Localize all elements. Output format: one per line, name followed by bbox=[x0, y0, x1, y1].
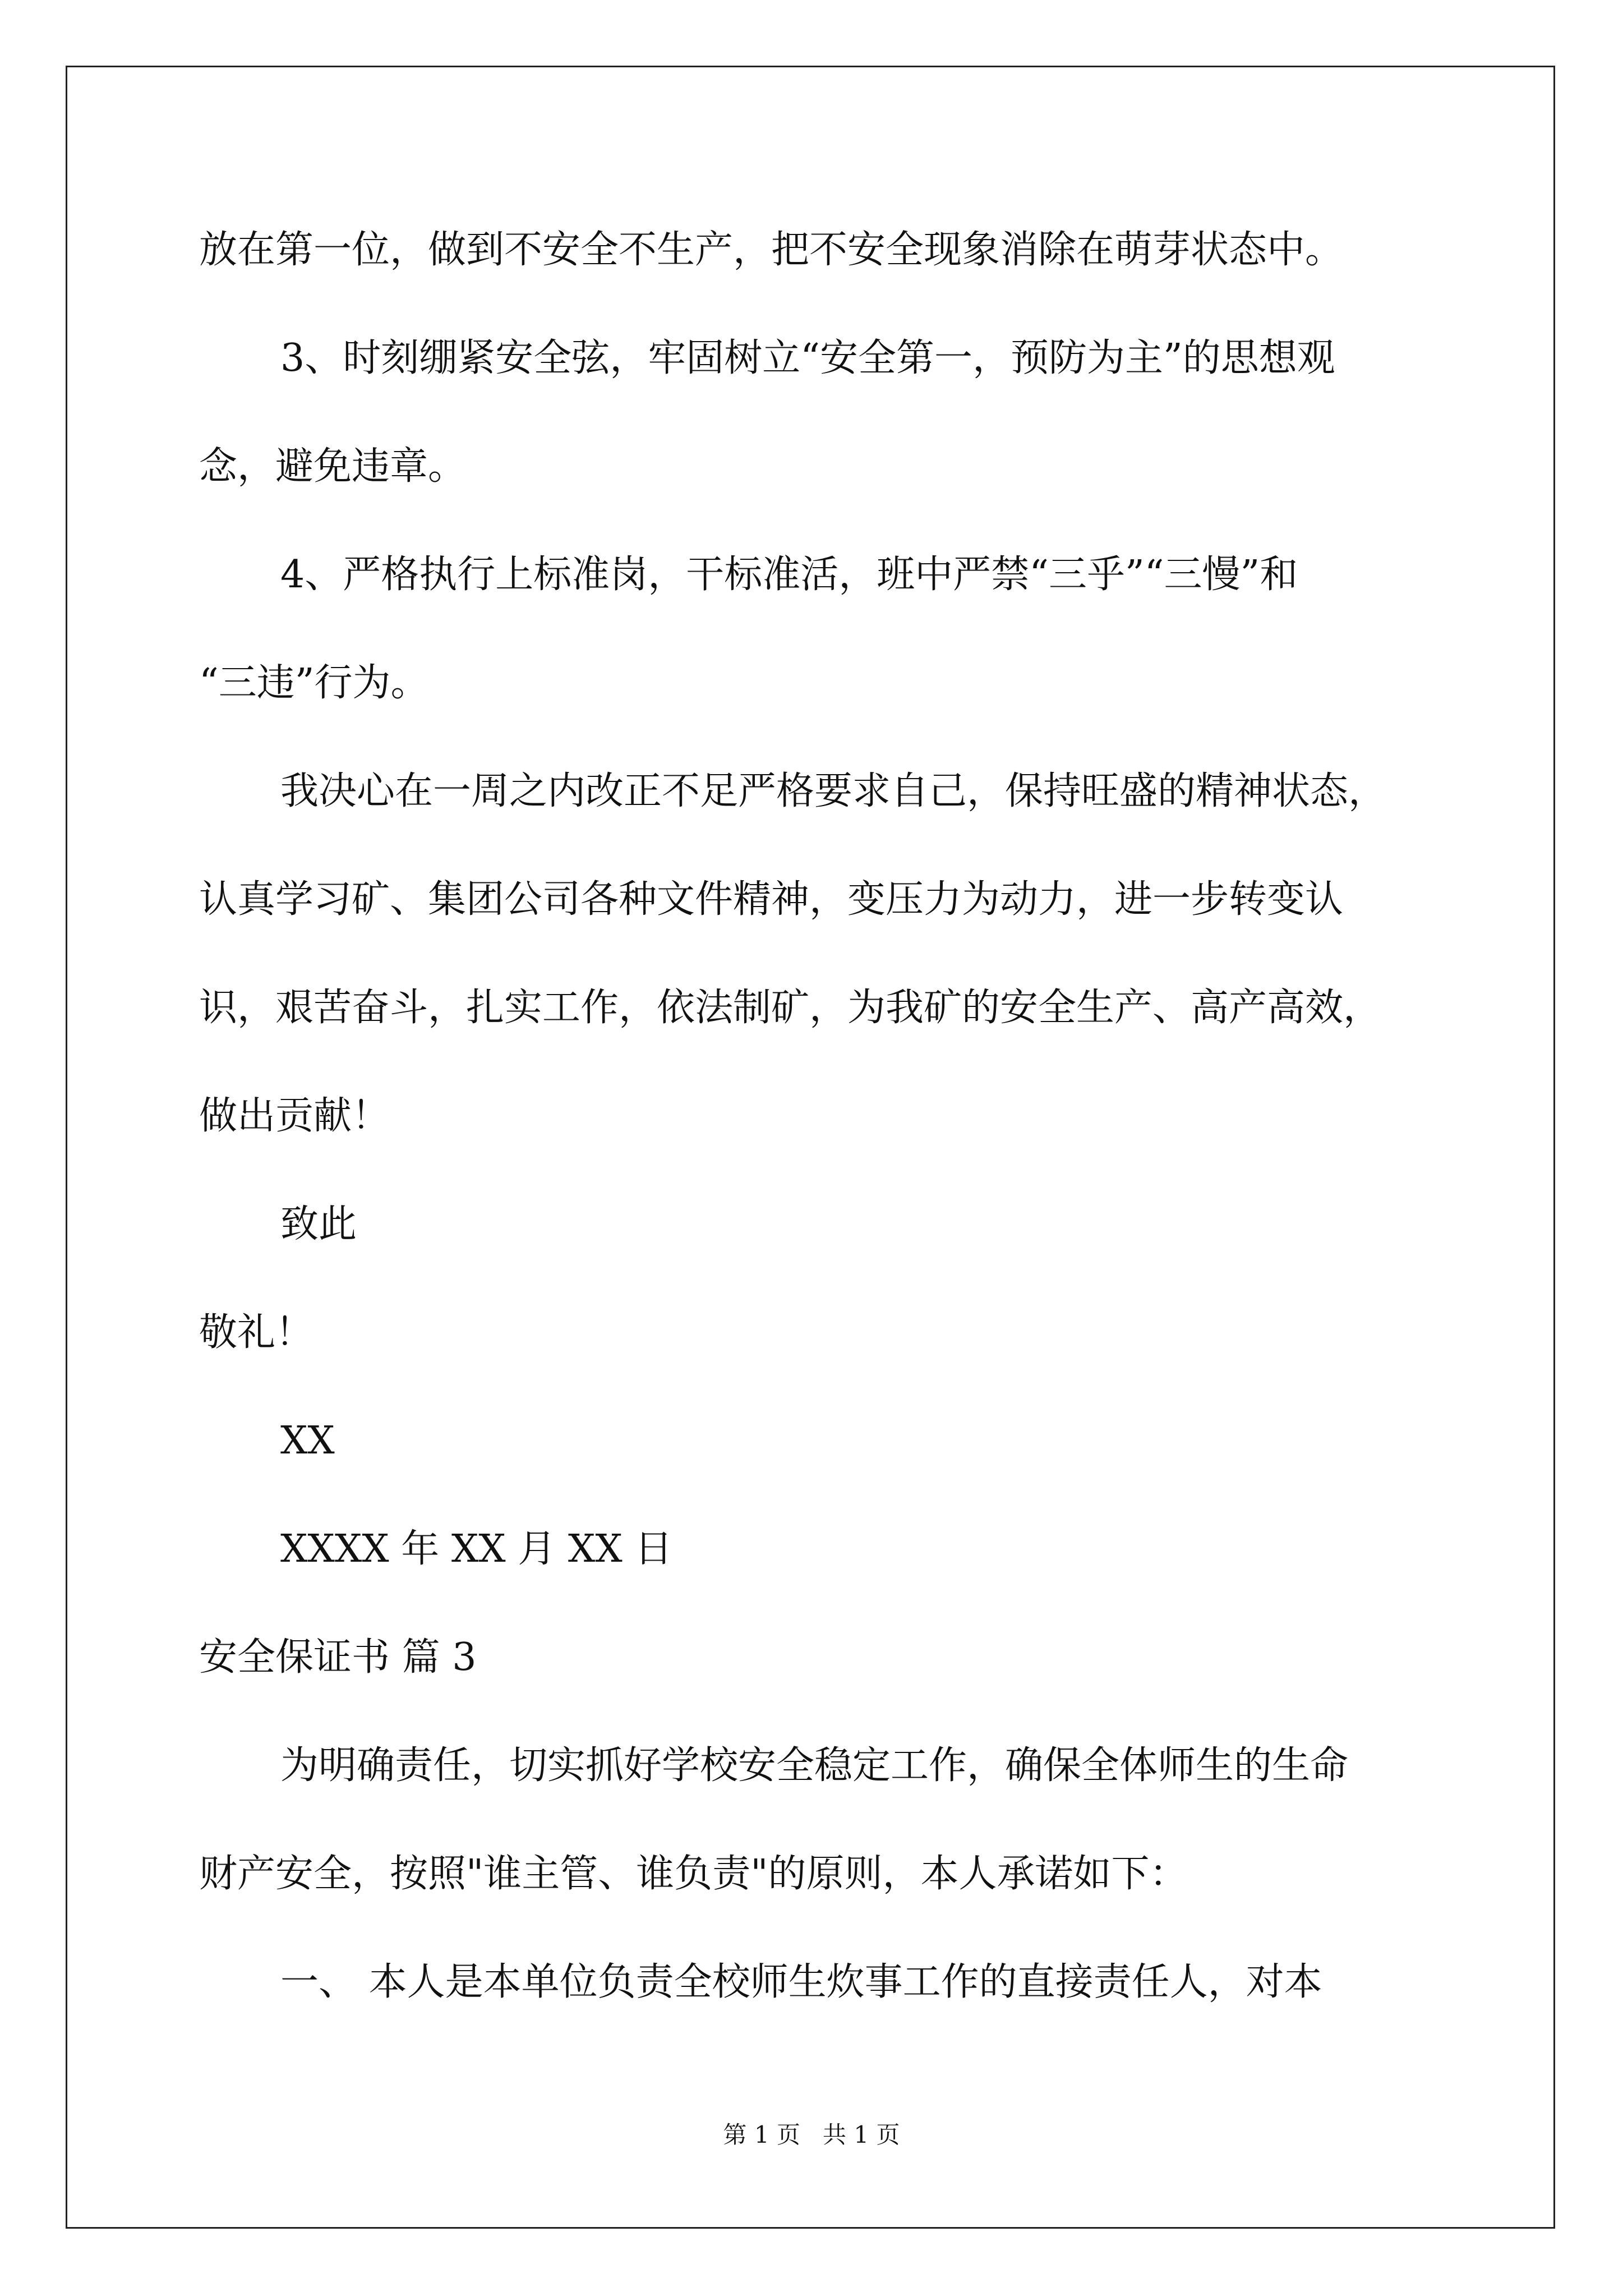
body-line-3: 念，避免违章。 bbox=[199, 444, 467, 489]
closing-respect: 敬礼！ bbox=[199, 1310, 314, 1355]
body-line-5: “三违”行为。 bbox=[199, 661, 429, 705]
section-heading: 安全保证书 篇 3 bbox=[199, 1635, 477, 1680]
page-border bbox=[66, 66, 1555, 2229]
body-line-4: 4、严格执行上标准岗，干标准活，班中严禁“三乎”“三慢”和 bbox=[280, 553, 1298, 597]
body-line-6: 我决心在一周之内改正不足严格要求自己，保持旺盛的精神状态， bbox=[280, 769, 1387, 813]
body-line-1: 放在第一位，做到不安全不生产，把不安全现象消除在萌芽状态中。 bbox=[199, 228, 1344, 272]
page-number-footer: 第 1 页 共 1 页 bbox=[723, 2121, 900, 2148]
body-line-7: 认真学习矿、集团公司各种文件精神，变压力为动力，进一步转变认 bbox=[199, 877, 1344, 922]
body-line-16: 财产安全，按照"谁主管、谁负责"的原则，本人承诺如下： bbox=[199, 1852, 1188, 1896]
signature-date: XXXX 年 XX 月 XX 日 bbox=[280, 1527, 673, 1571]
body-line-9: 做出贡献！ bbox=[199, 1094, 390, 1138]
body-line-15: 为明确责任，切实抓好学校安全稳定工作，确保全体师生的生命 bbox=[280, 1743, 1349, 1788]
body-line-17: 一、 本人是本单位负责全校师生炊事工作的直接责任人，对本 bbox=[280, 1960, 1322, 2004]
closing-salutation: 致此 bbox=[280, 1202, 357, 1246]
body-line-2: 3、时刻绷紧安全弦，牢固树立“安全第一，预防为主”的思想观 bbox=[280, 336, 1335, 380]
signature-name: XX bbox=[280, 1419, 335, 1463]
body-line-8: 识，艰苦奋斗，扎实工作，依法制矿，为我矿的安全生产、高产高效， bbox=[199, 986, 1382, 1030]
